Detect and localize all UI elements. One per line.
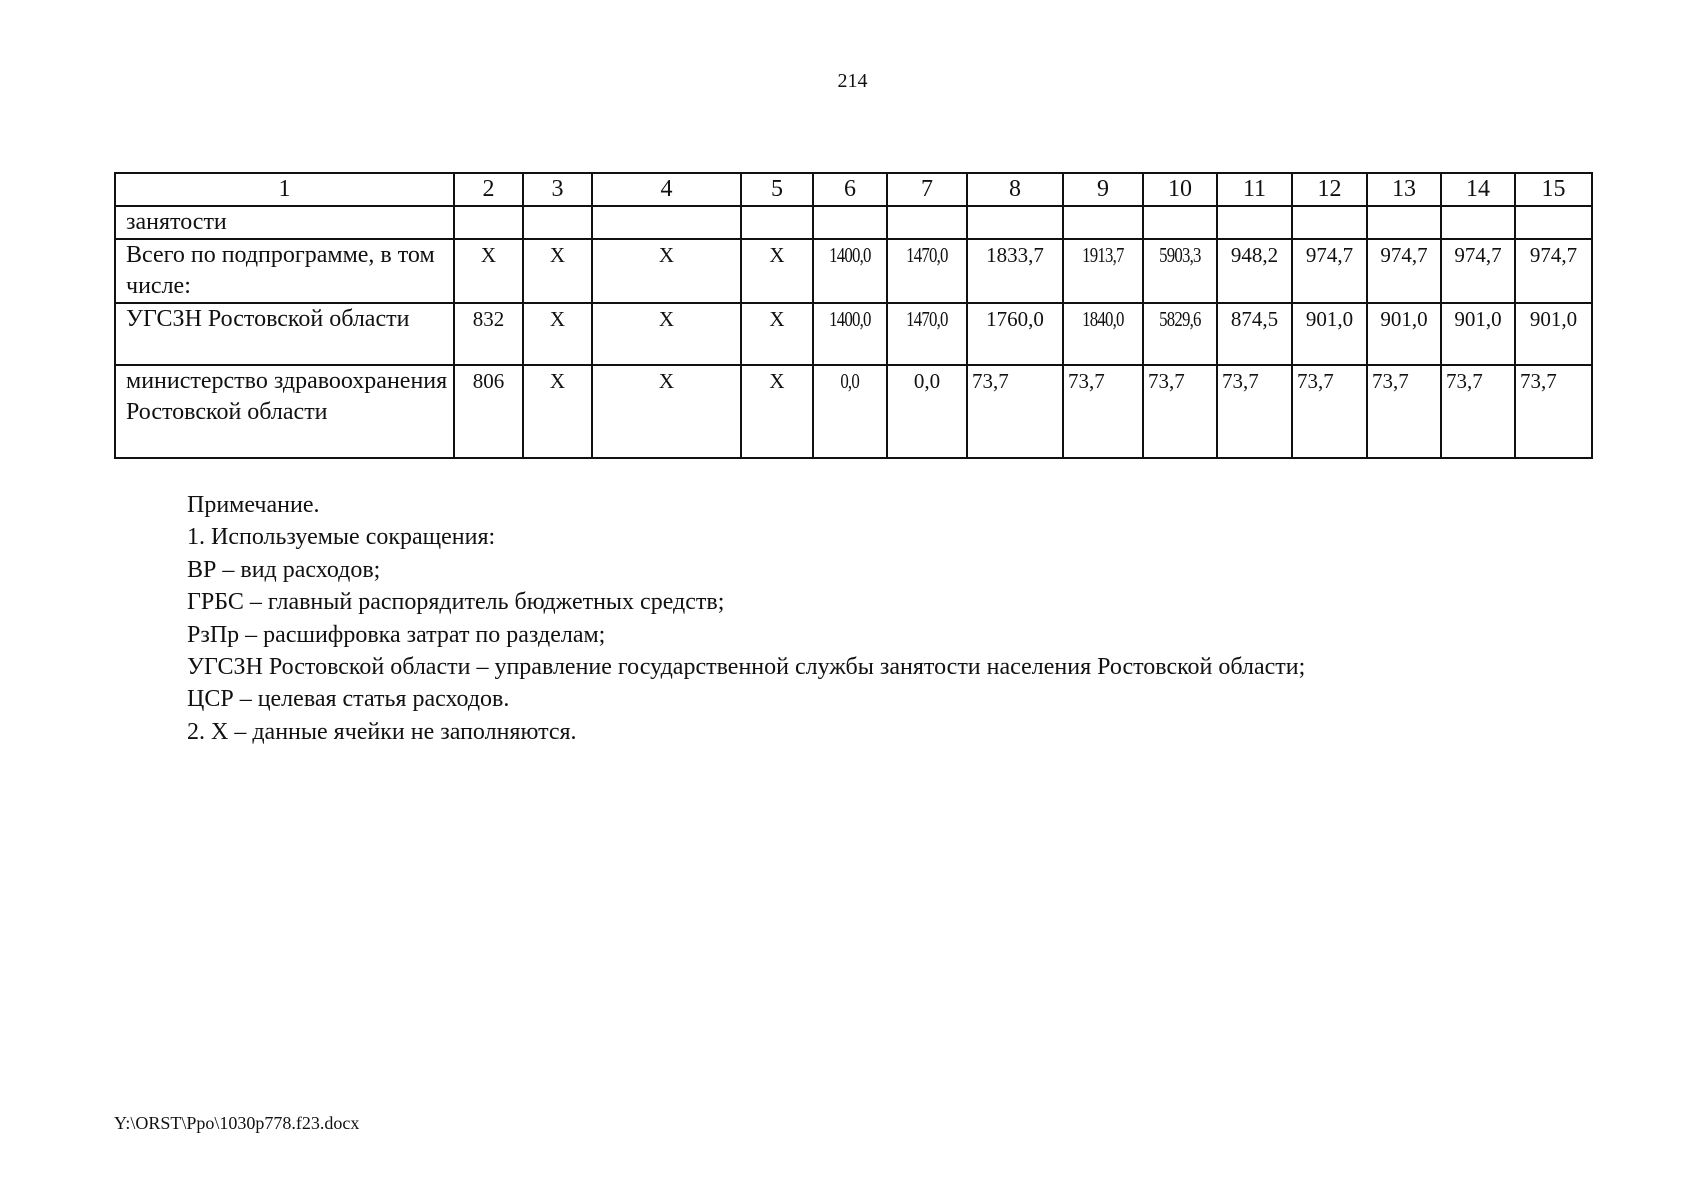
column-header: 2	[454, 173, 523, 206]
header-row	[115, 173, 1592, 206]
value-cell	[1515, 303, 1592, 365]
cell-value: 901,0	[1380, 307, 1428, 331]
value-cell	[1292, 303, 1367, 365]
column-header: 10	[1143, 173, 1217, 206]
value-cell	[1515, 239, 1592, 303]
note-line: ВР – вид расходов;	[187, 556, 381, 583]
value-cell	[454, 239, 523, 303]
column-header: 13	[1367, 173, 1441, 206]
cell-value: 874,5	[1230, 307, 1279, 331]
cell-value: 0,0	[913, 369, 941, 393]
value-cell	[887, 365, 967, 458]
row-label-cell: министерство здравоохранения Ростовской области	[115, 365, 454, 458]
value-cell	[1217, 365, 1292, 458]
cell-value: 73,7	[972, 369, 1009, 393]
row-label-cell: УГСЗН Ростовской области	[115, 303, 454, 365]
value-cell	[741, 206, 813, 239]
value-cell	[1367, 303, 1441, 365]
value-cell	[454, 365, 523, 458]
value-cell	[887, 303, 967, 365]
cell-value: 1833,7	[986, 243, 1044, 267]
cell-value: 73,7	[1372, 369, 1409, 393]
file-path-footer: Y:\ORST\Ppo\1030p778.f23.docx	[114, 1113, 360, 1133]
notes-section	[187, 489, 1305, 748]
value-cell	[1292, 365, 1367, 458]
column-header: 14	[1441, 173, 1515, 206]
cell-value: 1470,0	[906, 243, 948, 267]
column-header: 7	[887, 173, 967, 206]
note-line: ГРБС – главный распорядитель бюджетных средств;	[187, 589, 725, 616]
cell-value: 974,7	[1529, 243, 1578, 267]
value-cell	[1292, 206, 1367, 239]
value-cell	[454, 303, 523, 365]
value-cell	[592, 239, 741, 303]
cell-value: X	[549, 369, 566, 393]
value-cell	[813, 365, 887, 458]
cell-value: 73,7	[1446, 369, 1483, 393]
value-cell	[813, 206, 887, 239]
column-header: 4	[592, 173, 741, 206]
row-label-cell: Всего по подпрограмме, в том числе:	[115, 239, 454, 303]
value-cell	[1217, 239, 1292, 303]
column-header: 5	[741, 173, 813, 206]
cell-value: X	[658, 307, 675, 331]
value-cell	[1515, 206, 1592, 239]
value-cell	[813, 303, 887, 365]
cell-value: X	[549, 243, 566, 267]
cell-value: 0,0	[840, 369, 860, 393]
value-cell	[523, 239, 592, 303]
cell-value: 1913,7	[1082, 243, 1124, 267]
value-cell	[592, 365, 741, 458]
cell-value: 73,7	[1068, 369, 1105, 393]
value-cell	[523, 365, 592, 458]
cell-value: X	[658, 243, 675, 267]
value-cell	[523, 206, 592, 239]
cell-value: 1400,0	[829, 307, 871, 331]
cell-value: X	[480, 243, 497, 267]
cell-value: 901,0	[1305, 307, 1354, 331]
cell-value: 832	[472, 307, 505, 331]
cell-value: 5903,3	[1159, 243, 1201, 267]
value-cell	[1143, 239, 1217, 303]
value-cell	[592, 206, 741, 239]
cell-value: 73,7	[1222, 369, 1259, 393]
column-header: 8	[967, 173, 1063, 206]
value-cell	[1441, 303, 1515, 365]
cell-value: 1470,0	[906, 307, 948, 331]
cell-value: 901,0	[1454, 307, 1502, 331]
cell-value: 901,0	[1529, 307, 1578, 331]
value-cell	[1143, 365, 1217, 458]
value-cell	[523, 303, 592, 365]
table-row	[115, 206, 1592, 239]
value-cell	[887, 206, 967, 239]
value-cell	[1063, 239, 1143, 303]
cell-value: 1400,0	[829, 243, 871, 267]
value-cell	[454, 206, 523, 239]
table-row	[115, 303, 1592, 365]
value-cell	[813, 239, 887, 303]
column-header: 3	[523, 173, 592, 206]
cell-value: X	[769, 307, 785, 331]
value-cell	[1367, 239, 1441, 303]
value-cell	[1063, 365, 1143, 458]
cell-value: 974,7	[1305, 243, 1354, 267]
column-header: 15	[1515, 173, 1592, 206]
note-line: 2. X – данные ячейки не заполняются.	[187, 718, 577, 745]
value-cell	[592, 303, 741, 365]
value-cell	[1217, 206, 1292, 239]
column-header: 1	[115, 173, 454, 206]
value-cell	[967, 365, 1063, 458]
table-row	[115, 365, 1592, 458]
value-cell	[1292, 239, 1367, 303]
value-cell	[1441, 206, 1515, 239]
column-header: 12	[1292, 173, 1367, 206]
value-cell	[967, 303, 1063, 365]
table-row	[115, 239, 1592, 303]
value-cell	[1143, 303, 1217, 365]
column-header: 6	[813, 173, 887, 206]
value-cell	[1515, 365, 1592, 458]
value-cell	[887, 239, 967, 303]
column-header: 11	[1217, 173, 1292, 206]
column-header: 9	[1063, 173, 1143, 206]
cell-value: 974,7	[1380, 243, 1428, 267]
value-cell	[1367, 365, 1441, 458]
note-line: УГСЗН Ростовской области – управление государственной службы занятости населения Ростовской области;	[187, 654, 1306, 681]
cell-value: X	[769, 243, 785, 267]
note-line: ЦСР – целевая статья расходов.	[187, 686, 510, 713]
cell-value: X	[549, 307, 566, 331]
value-cell	[1367, 206, 1441, 239]
cell-value: 73,7	[1148, 369, 1185, 393]
value-cell	[1063, 303, 1143, 365]
value-cell	[741, 239, 813, 303]
row-label-cell: занятости	[115, 206, 454, 239]
cell-value: 806	[472, 369, 505, 393]
budget-table	[114, 172, 1593, 459]
value-cell	[1441, 365, 1515, 458]
value-cell	[1217, 303, 1292, 365]
page-number: 214	[837, 70, 868, 92]
cell-value: 948,2	[1230, 243, 1279, 267]
value-cell	[741, 303, 813, 365]
cell-value: 5829,6	[1159, 307, 1201, 331]
cell-value: 1760,0	[986, 307, 1044, 331]
note-line: РзПр – расшифровка затрат по разделам;	[187, 621, 606, 648]
cell-value: X	[658, 369, 675, 393]
note-title: Примечание.	[187, 492, 320, 518]
cell-value: 73,7	[1520, 369, 1557, 393]
value-cell	[967, 239, 1063, 303]
value-cell	[967, 206, 1063, 239]
note-line: 1. Используемые сокращения:	[187, 524, 496, 551]
value-cell	[1063, 206, 1143, 239]
cell-value: 1840,0	[1082, 307, 1124, 331]
cell-value: 974,7	[1454, 243, 1502, 267]
value-cell	[1441, 239, 1515, 303]
value-cell	[1143, 206, 1217, 239]
cell-value: 73,7	[1297, 369, 1334, 393]
value-cell	[741, 365, 813, 458]
cell-value: X	[769, 369, 785, 393]
